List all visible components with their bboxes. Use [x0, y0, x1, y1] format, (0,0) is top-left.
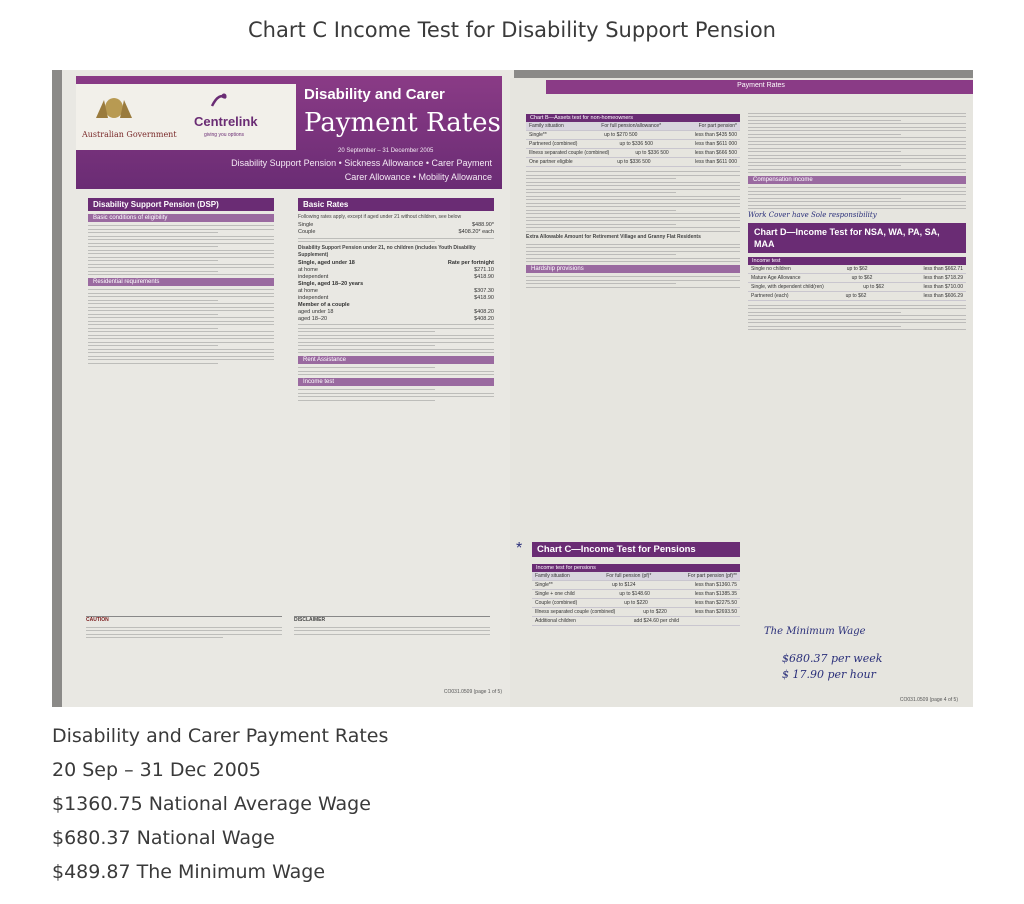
table-cell: less than $611 000	[695, 141, 737, 147]
chart-d-subheading: Income test	[748, 257, 966, 265]
handwritten-hourly-wage: $ 17.90 per hour	[782, 668, 876, 681]
table-header-cell: For part pension*	[698, 123, 737, 129]
rate-label: at home	[298, 266, 318, 273]
rate-label: Couple	[298, 229, 316, 235]
centrelink-tagline: giving you options	[204, 132, 245, 138]
disclaimer-area	[294, 616, 490, 672]
rate-value: $408.20	[474, 315, 494, 322]
caption-block	[52, 722, 388, 892]
table-header-row	[526, 122, 740, 131]
chart-c-table	[532, 564, 740, 626]
text-lines	[748, 305, 966, 331]
caption-line: $1360.75 National Average Wage	[52, 793, 371, 815]
table-cell: Single, with dependent child(ren)	[751, 283, 824, 290]
youth-rate-row	[298, 309, 494, 315]
caution-label: CAUTION	[86, 617, 109, 623]
table-row	[748, 292, 966, 301]
table-cell: add $24.60 per child	[633, 618, 680, 624]
centrelink-logo-icon	[208, 92, 230, 110]
table-cell: Single**	[529, 132, 547, 138]
caption-line: 20 Sep – 31 Dec 2005	[52, 759, 261, 781]
youth-heading: Disability Support Pension under 21, no children (includes Youth Disability Supplement)	[298, 244, 476, 258]
brochure-right-page	[510, 78, 973, 707]
table-cell: up to $336 500	[617, 159, 651, 165]
logo-area	[76, 84, 296, 150]
table-cell: One partner eligible	[529, 159, 573, 165]
text-lines	[298, 367, 494, 375]
youth-rate-row	[298, 281, 494, 287]
dsp-column	[88, 198, 274, 366]
table-header-cell: For part pension (pf)**	[687, 573, 737, 579]
table-row	[532, 590, 740, 599]
rate-label: at home	[298, 287, 318, 294]
rates-intro: Following rates apply, except if aged under 21 without children, see below	[298, 214, 462, 220]
income-test-heading: Income test	[298, 378, 494, 386]
caption-line: Disability and Carer Payment Rates	[52, 725, 389, 747]
table-header-cell: For full pension/allowance*	[601, 123, 662, 129]
table-row	[532, 599, 740, 608]
chart-d-heading: Chart D—Income Test for NSA, WA, PA, SA, MAA	[748, 223, 966, 253]
table-cell: Single**	[535, 582, 553, 588]
table-cell: Single no children	[751, 265, 791, 272]
table-row	[532, 617, 740, 626]
rate-header: Rate per fortnight	[447, 259, 494, 266]
table-cell: Illness separated couple (combined)	[535, 609, 616, 615]
centrelink-wordmark: Centrelink	[194, 114, 258, 129]
rate-label: aged 18–20	[298, 315, 328, 322]
text-lines	[298, 389, 494, 401]
table-cell: up to $124	[611, 582, 636, 588]
handwritten-minimum-wage: The Minimum Wage	[764, 626, 866, 637]
table-cell: Additional children	[535, 618, 576, 624]
rate-label: independent	[298, 294, 329, 301]
right-banner: Payment Rates	[546, 80, 973, 94]
brochure-heading-small: Disability and Carer	[304, 86, 445, 103]
table-row	[532, 608, 740, 617]
text-lines	[526, 171, 740, 232]
disclaimer-label: DISCLAIMER	[294, 617, 326, 623]
text-lines	[526, 244, 740, 263]
handwritten-weekly-wage: $680.37 per week	[782, 652, 883, 665]
table-cell: up to $336 500	[635, 150, 669, 156]
rate-value: $418.90	[474, 273, 494, 280]
programs-line-1: Disability Support Pension • Sickness Allowance • Carer Payment	[231, 158, 492, 168]
table-cell: less than $710.00	[923, 283, 963, 290]
rate-label: Single, aged 18–20 years	[298, 280, 364, 287]
brochure-date-range: 20 September – 31 December 2005	[338, 148, 434, 154]
youth-rate-row	[298, 260, 494, 266]
handwritten-note: Work Cover have Sole responsibility	[748, 210, 877, 219]
table-row	[532, 581, 740, 590]
rate-label: Single, aged under 18	[298, 259, 355, 266]
residential-heading: Residential requirements	[88, 278, 274, 286]
basic-conditions-heading: Basic conditions of eligibility	[88, 214, 274, 222]
brochure-photo	[52, 70, 973, 707]
youth-rate-row	[298, 316, 494, 322]
rates-column	[298, 198, 494, 403]
rate-label: Single	[298, 222, 314, 228]
table-cell: up to $220	[643, 609, 667, 615]
footer-code: CO031.0509 (page 4 of 5)	[899, 697, 958, 703]
coat-of-arms-icon	[92, 94, 136, 122]
table-cell: up to $336 500	[619, 141, 653, 147]
rate-label: aged under 18	[298, 308, 334, 315]
text-lines	[298, 324, 494, 353]
table-cell: less than $611 000	[695, 159, 737, 165]
handwritten-asterisk: *	[516, 540, 523, 557]
table-row	[526, 131, 740, 140]
table-cell: less than $1360.75	[694, 582, 737, 588]
page-title: Chart C Income Test for Disability Support Pension	[247, 18, 776, 42]
extra-allowable-heading: Extra Allowable Amount for Retirement Village and Granny Flat Residents	[526, 234, 701, 240]
text-lines	[526, 276, 740, 288]
youth-rate-row	[298, 302, 494, 308]
youth-rate-row	[298, 267, 494, 273]
caution-disclaimer-area	[86, 616, 282, 672]
rate-value: $488.90*	[471, 222, 494, 228]
table-cell: less than $1385.35	[694, 591, 737, 597]
table-header-cell: Family situation	[529, 123, 564, 129]
table-cell: less than $666 500	[694, 150, 737, 156]
table-row	[748, 274, 966, 283]
table-header-cell: Family situation	[535, 573, 570, 579]
rate-value: $271.10	[474, 266, 494, 273]
table-row	[526, 149, 740, 158]
table-cell: up to $148.60	[619, 591, 650, 597]
caption-line: $489.87 The Minimum Wage	[52, 861, 326, 883]
basic-rates-heading: Basic Rates	[298, 198, 494, 211]
rate-couple-row	[298, 229, 494, 235]
brochure-header	[76, 76, 502, 189]
brochure-heading-large: Payment Rates	[304, 108, 501, 138]
rate-value: $408.20* each	[458, 229, 494, 235]
table-cell: Partnered (combined)	[529, 141, 578, 147]
table-cell: up to $270 500	[604, 132, 638, 138]
government-label: Australian Government	[82, 130, 177, 139]
table-cell: less than $718.29	[923, 274, 963, 281]
table-row	[748, 265, 966, 274]
rate-value: $418.90	[474, 294, 494, 301]
table-cell: Partnered (each)	[751, 292, 789, 299]
compensation-heading: Compensation income	[748, 176, 966, 184]
rate-value: $408.20	[474, 308, 494, 315]
table-cell: less than $2275.50	[694, 600, 737, 606]
table-cell: Illness separated couple (combined)	[529, 150, 610, 156]
table-row	[526, 158, 740, 167]
table-header-row	[532, 572, 740, 581]
table-cell: up to $220	[624, 600, 648, 606]
chart-c-heading: Chart C—Income Test for Pensions	[532, 542, 740, 557]
rate-label: Member of a couple	[298, 301, 350, 308]
table-cell: up to $62	[851, 274, 873, 281]
programs-line-2: Carer Allowance • Mobility Allowance	[344, 172, 492, 182]
table-row	[526, 140, 740, 149]
text-lines	[748, 113, 966, 174]
dsp-heading: Disability Support Pension (DSP)	[88, 198, 274, 211]
table-cell: Couple (combined)	[535, 600, 578, 606]
table-header-cell: For full pension (pf)*	[606, 573, 652, 579]
table-cell: up to $62	[845, 292, 867, 299]
table-cell: less than $2693.50	[694, 609, 737, 615]
table-cell: up to $62	[846, 265, 868, 272]
text-lines	[88, 225, 274, 275]
rent-assistance-heading: Rent Assistance	[298, 356, 494, 364]
text-lines	[748, 187, 966, 209]
table-row	[748, 283, 966, 292]
chart-c-subheading: Income test for pensions	[532, 564, 740, 572]
assets-income-column	[526, 114, 740, 290]
notes-column	[748, 110, 966, 333]
rate-single-row	[298, 222, 494, 228]
youth-rate-row	[298, 295, 494, 301]
hardship-heading: Hardship provisions	[526, 265, 740, 273]
caption-line: $680.37 National Wage	[52, 827, 275, 849]
table-cell: less than $606.29	[923, 292, 963, 299]
chart-b-heading: Chart B—Assets test for non-homeowners	[526, 114, 740, 122]
table-cell: less than $435 500	[694, 132, 737, 138]
table-cell: Single + one child	[535, 591, 575, 597]
rate-label: independent	[298, 273, 329, 280]
text-lines	[88, 289, 274, 364]
youth-rate-row	[298, 288, 494, 294]
table-cell: Mature Age Allowance	[751, 274, 801, 281]
brochure-left-page	[62, 70, 514, 707]
table-cell: less than $662.71	[923, 265, 963, 272]
footer-code: CO031.0509 (page 1 of 5)	[443, 689, 502, 695]
youth-rate-row	[298, 274, 494, 280]
table-cell: up to $62	[863, 283, 885, 290]
rate-value: $307.30	[474, 287, 494, 294]
